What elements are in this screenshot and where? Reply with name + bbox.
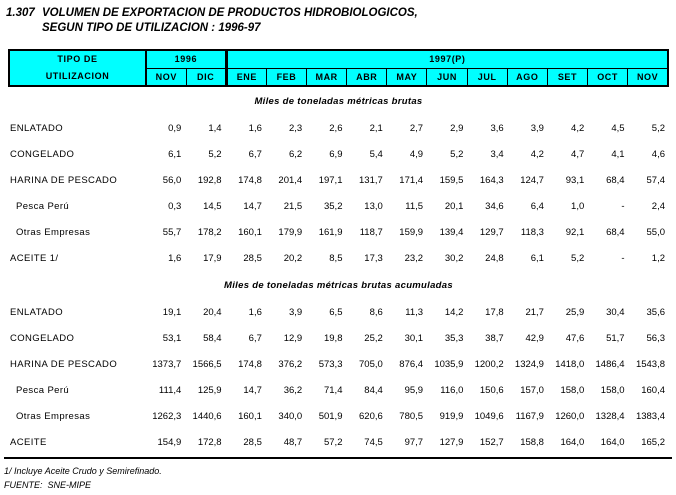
cell-value: 14,2 xyxy=(444,306,464,318)
cell-value: 20,1 xyxy=(444,200,464,212)
cell-value: 28,5 xyxy=(243,252,262,264)
cell-value: 2,9 xyxy=(450,122,464,134)
cell-value: 74,5 xyxy=(364,436,383,448)
cell-value: 164,3 xyxy=(479,174,504,186)
table-row xyxy=(8,219,669,245)
cell-value: 159,9 xyxy=(399,226,424,238)
cell-value: 1418,0 xyxy=(555,358,585,370)
cell-value: 165,2 xyxy=(641,436,665,448)
cell-value: 20,4 xyxy=(203,306,222,318)
row-label: Otras Empresas xyxy=(16,410,91,422)
cell-value: 23,2 xyxy=(404,252,424,264)
cell-value: 1328,4 xyxy=(595,410,625,422)
table-row xyxy=(8,167,669,193)
cell-value: 3,9 xyxy=(530,122,544,134)
cell-value: 197,1 xyxy=(318,174,343,186)
cell-value: 1440,6 xyxy=(192,410,222,422)
cell-value: 5,2 xyxy=(571,252,585,264)
cell-value: 1,6 xyxy=(168,252,182,264)
cell-value: - xyxy=(621,252,625,264)
table-number: 1.307 xyxy=(6,7,35,19)
cell-value: 19,1 xyxy=(162,306,182,318)
cell-value: 3,4 xyxy=(490,148,504,160)
cell-value: 5,4 xyxy=(369,148,383,160)
cell-value: 17,9 xyxy=(203,252,222,264)
data-table xyxy=(8,87,669,455)
cell-value: 4,9 xyxy=(409,148,424,160)
table-row xyxy=(8,325,669,351)
table-row xyxy=(8,351,669,377)
month-header-1997-mar: MAR xyxy=(307,68,347,86)
cell-value: 376,2 xyxy=(278,358,303,370)
cell-value: 8,6 xyxy=(369,306,383,318)
month-header-1997-jun: JUN xyxy=(427,68,467,86)
source-note: FUENTE: SNE-MIPE xyxy=(4,480,92,490)
corner-header-line1: TIPO DE xyxy=(57,54,98,64)
cell-value: 3,6 xyxy=(490,122,504,134)
cell-value: 1324,9 xyxy=(514,358,544,370)
title-text xyxy=(42,6,418,36)
cell-value: 28,5 xyxy=(243,436,262,448)
cell-value: 1049,6 xyxy=(474,410,504,422)
cell-value: 1566,5 xyxy=(192,358,222,370)
cell-value: 5,2 xyxy=(208,148,222,160)
cell-value: 48,7 xyxy=(283,436,303,448)
cell-value: 111,4 xyxy=(158,384,182,396)
cell-value: 14,7 xyxy=(243,200,262,212)
cell-value: 4,7 xyxy=(571,148,585,160)
month-header-1997-abr: ABR xyxy=(347,68,387,86)
cell-value: 55,0 xyxy=(646,226,665,238)
cell-value: 30,1 xyxy=(404,332,424,344)
table-row xyxy=(8,377,669,403)
cell-value: 17,3 xyxy=(364,252,383,264)
cell-value: 1373,7 xyxy=(152,358,182,370)
cell-value: 780,5 xyxy=(399,410,424,422)
section-heading-row xyxy=(8,87,669,115)
cell-value: 150,6 xyxy=(479,384,504,396)
cell-value: 14,7 xyxy=(243,384,262,396)
row-label: CONGELADO xyxy=(10,332,75,344)
cell-value: 1260,0 xyxy=(555,410,585,422)
cell-value: 1,4 xyxy=(208,122,222,134)
table-header xyxy=(8,49,669,87)
cell-value: 84,4 xyxy=(364,384,383,396)
cell-value: 501,9 xyxy=(318,410,343,422)
cell-value: 51,7 xyxy=(606,332,625,344)
row-label: ENLATADO xyxy=(10,306,63,318)
cell-value: 161,9 xyxy=(318,226,343,238)
cell-value: 4,2 xyxy=(530,148,544,160)
cell-value: 6,1 xyxy=(530,252,544,264)
cell-value: 116,0 xyxy=(440,384,464,396)
cell-value: 139,4 xyxy=(439,226,464,238)
cell-value: 4,1 xyxy=(611,148,625,160)
row-label: HARINA DE PESCADO xyxy=(10,358,118,370)
cell-value: 6,7 xyxy=(248,148,262,160)
table-row xyxy=(8,115,669,141)
cell-value: 1262,3 xyxy=(152,410,182,422)
cell-value: 17,8 xyxy=(485,306,504,318)
row-label: Otras Empresas xyxy=(16,226,91,238)
month-header-1997-may: MAY xyxy=(387,68,427,86)
cell-value: 158,0 xyxy=(560,384,585,396)
cell-value: 158,0 xyxy=(600,384,625,396)
cell-value: 1200,2 xyxy=(474,358,504,370)
month-header-1997-feb: FEB xyxy=(266,68,306,86)
row-label: Pesca Perú xyxy=(16,384,70,396)
cell-value: 35,3 xyxy=(444,332,464,344)
row-label: HARINA DE PESCADO xyxy=(10,174,118,186)
cell-value: 14,5 xyxy=(203,200,222,212)
cell-value: 34,6 xyxy=(485,200,504,212)
cell-value: 164,0 xyxy=(560,436,585,448)
cell-value: 6,9 xyxy=(329,148,343,160)
cell-value: 68,4 xyxy=(606,174,625,186)
cell-value: 68,4 xyxy=(606,226,625,238)
cell-value: 30,2 xyxy=(444,252,464,264)
cell-value: 125,9 xyxy=(197,384,222,396)
corner-header-line2: UTILIZACION xyxy=(45,71,110,81)
cell-value: 53,1 xyxy=(162,332,182,344)
cell-value: 2,3 xyxy=(288,122,303,134)
cell-value: 57,4 xyxy=(646,174,665,186)
cell-value: 1035,9 xyxy=(434,358,464,370)
cell-value: 58,4 xyxy=(203,332,222,344)
cell-value: 56,0 xyxy=(162,174,182,186)
cell-value: 178,2 xyxy=(197,226,222,238)
month-header-1997-ene: ENE xyxy=(226,68,266,86)
cell-value: 21,5 xyxy=(283,200,303,212)
cell-value: 164,0 xyxy=(600,436,625,448)
cell-value: 172,8 xyxy=(197,436,222,448)
cell-value: 118,3 xyxy=(520,226,544,238)
cell-value: 124,7 xyxy=(520,174,544,186)
cell-value: 6,7 xyxy=(248,332,262,344)
cell-value: 13,0 xyxy=(364,200,383,212)
cell-value: 95,9 xyxy=(404,384,424,396)
cell-value: 129,7 xyxy=(479,226,504,238)
cell-value: 19,8 xyxy=(323,332,343,344)
month-header-1997-ago: AGO xyxy=(507,68,547,86)
month-header-1997-set: SET xyxy=(547,68,587,86)
cell-value: 174,8 xyxy=(238,174,262,186)
cell-value: 919,9 xyxy=(439,410,464,422)
cell-value: 11,5 xyxy=(405,200,424,212)
cell-value: 1,6 xyxy=(248,306,262,318)
month-header-1997-oct: OCT xyxy=(588,68,628,86)
cell-value: 5,2 xyxy=(651,122,665,134)
cell-value: 127,9 xyxy=(439,436,464,448)
cell-value: 47,6 xyxy=(565,332,585,344)
cell-value: 158,8 xyxy=(520,436,544,448)
cell-value: 25,9 xyxy=(565,306,585,318)
cell-value: 1383,4 xyxy=(635,410,665,422)
cell-value: 97,7 xyxy=(404,436,424,448)
cell-value: 21,7 xyxy=(525,306,544,318)
section-heading: Miles de toneladas métricas brutas xyxy=(254,95,423,107)
cell-value: 620,6 xyxy=(359,410,383,422)
cell-value: 36,2 xyxy=(283,384,303,396)
year-header-1997: 1997(P) xyxy=(226,50,668,68)
title-line1: VOLUMEN DE EXPORTACION DE PRODUCTOS HIDROBIOLOGICOS, xyxy=(42,7,418,19)
year-header-1996: 1996 xyxy=(146,50,226,68)
cell-value: 1167,9 xyxy=(515,410,544,422)
cell-value: 6,2 xyxy=(288,148,303,160)
section-heading-row xyxy=(8,271,669,299)
title-line2: SEGUN TIPO DE UTILIZACION : 1996-97 xyxy=(42,22,261,34)
cell-value: 1543,8 xyxy=(635,358,665,370)
cell-value: 1,0 xyxy=(571,200,585,212)
cell-value: 93,1 xyxy=(565,174,585,186)
cell-value: 35,2 xyxy=(323,200,343,212)
cell-value: 152,7 xyxy=(479,436,504,448)
cell-value: 24,8 xyxy=(485,252,504,264)
cell-value: 171,4 xyxy=(399,174,424,186)
cell-value: 160,1 xyxy=(238,226,262,238)
cell-value: 8,5 xyxy=(329,252,343,264)
month-header-1996-nov: NOV xyxy=(146,68,186,86)
cell-value: 4,6 xyxy=(651,148,665,160)
cell-value: 25,2 xyxy=(364,332,383,344)
cell-value: 118,7 xyxy=(359,226,383,238)
month-header-1997-nov: NOV xyxy=(628,68,668,86)
cell-value: 201,4 xyxy=(278,174,303,186)
cell-value: 6,4 xyxy=(530,200,544,212)
table-row xyxy=(8,141,669,167)
cell-value: 2,6 xyxy=(329,122,343,134)
cell-value: 42,9 xyxy=(525,332,544,344)
cell-value: 6,5 xyxy=(329,306,343,318)
cell-value: 38,7 xyxy=(485,332,504,344)
cell-value: 2,1 xyxy=(369,122,383,134)
cell-value: 340,0 xyxy=(278,410,303,422)
section-heading: Miles de toneladas métricas brutas acumuladas xyxy=(224,279,453,291)
row-label: ACEITE 1/ xyxy=(10,252,59,264)
cell-value: 3,9 xyxy=(288,306,303,318)
cell-value: 0,3 xyxy=(168,200,182,212)
cell-value: 159,5 xyxy=(439,174,464,186)
cell-value: 154,9 xyxy=(157,436,182,448)
cell-value: 0,9 xyxy=(168,122,182,134)
month-header-1996-dic: DIC xyxy=(186,68,226,86)
cell-value: 56,3 xyxy=(646,332,665,344)
table-row xyxy=(8,429,669,455)
cell-value: 179,9 xyxy=(278,226,303,238)
cell-value: 11,3 xyxy=(405,306,424,318)
cell-value: 4,2 xyxy=(571,122,585,134)
cell-value: 35,6 xyxy=(646,306,665,318)
cell-value: 5,2 xyxy=(450,148,464,160)
cell-value: 4,5 xyxy=(611,122,625,134)
cell-value: 160,1 xyxy=(238,410,262,422)
cell-value: 157,0 xyxy=(520,384,544,396)
month-header-1997-jul: JUL xyxy=(467,68,507,86)
row-label: CONGELADO xyxy=(10,148,75,160)
row-label: ENLATADO xyxy=(10,122,63,134)
cell-value: 12,9 xyxy=(283,332,303,344)
footnote: 1/ Incluye Aceite Crudo y Semirefinado. xyxy=(4,466,162,476)
cell-value: 57,2 xyxy=(323,436,343,448)
cell-value: 131,7 xyxy=(359,174,383,186)
header-year-row xyxy=(9,50,668,68)
cell-value: 20,2 xyxy=(283,252,303,264)
row-label: ACEITE xyxy=(10,436,47,448)
cell-value: 6,1 xyxy=(168,148,182,160)
cell-value: 2,4 xyxy=(651,200,665,212)
table-row xyxy=(8,299,669,325)
footer xyxy=(4,457,672,492)
cell-value: - xyxy=(621,200,625,212)
cell-value: 55,7 xyxy=(162,226,182,238)
cell-value: 705,0 xyxy=(359,358,383,370)
cell-value: 174,8 xyxy=(238,358,262,370)
cell-value: 71,4 xyxy=(323,384,343,396)
cell-value: 192,8 xyxy=(197,174,222,186)
table-row xyxy=(8,403,669,429)
cell-value: 2,7 xyxy=(409,122,424,134)
cell-value: 876,4 xyxy=(399,358,424,370)
corner-header-cell xyxy=(9,50,146,86)
cell-value: 1,2 xyxy=(651,252,665,264)
row-label: Pesca Perú xyxy=(16,200,70,212)
page-title xyxy=(6,6,418,36)
table-row xyxy=(8,193,669,219)
cell-value: 92,1 xyxy=(565,226,585,238)
cell-value: 1,6 xyxy=(248,122,262,134)
cell-value: 573,3 xyxy=(318,358,343,370)
cell-value: 160,4 xyxy=(641,384,665,396)
cell-value: 30,4 xyxy=(606,306,625,318)
table-row xyxy=(8,245,669,271)
cell-value: 1486,4 xyxy=(595,358,625,370)
